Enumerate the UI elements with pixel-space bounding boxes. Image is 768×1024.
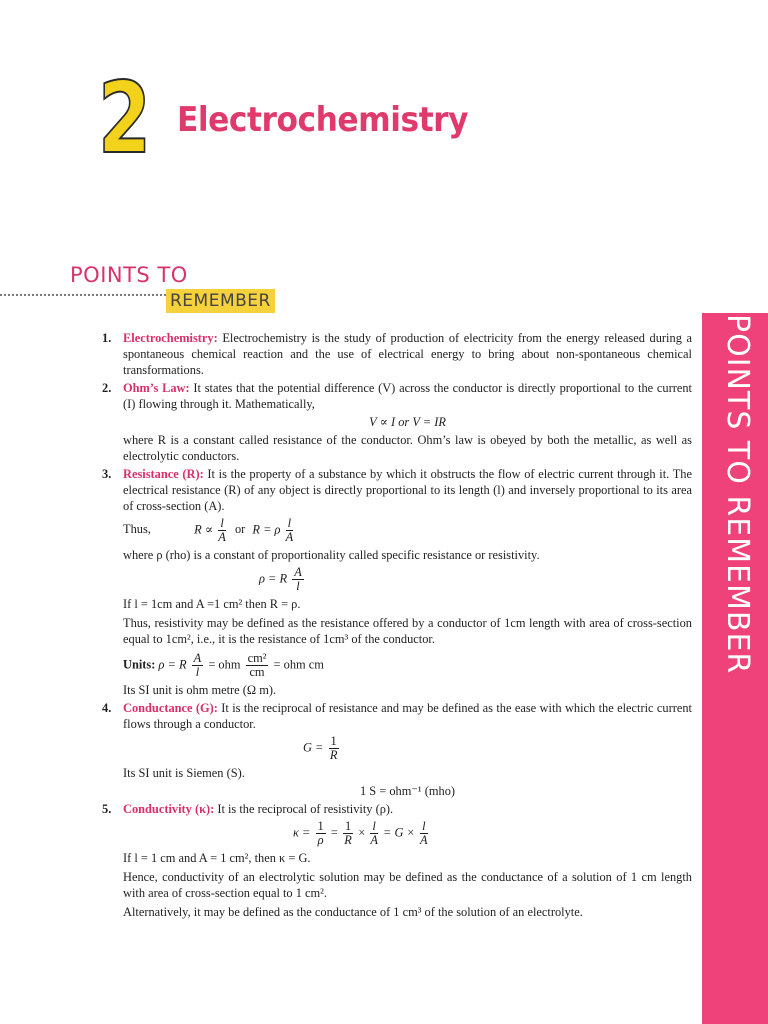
- chapter-number: 2: [98, 62, 152, 176]
- units-eq2: = ohm: [208, 657, 241, 672]
- points-heading-dots: [0, 294, 166, 296]
- item-text: Electrochemistry is the study of production of electricity from the energy released during a spontaneous chemical reaction and the use of electrical energy to bring about non-spontaneous chemical transformations.: [123, 331, 692, 377]
- points-content: [102, 330, 692, 922]
- point-ohms-law: [102, 380, 692, 464]
- item-text: It states that the potential difference (V) across the conductor is directly proportional to the current (I) flowing through it. Mathematically,: [123, 381, 692, 411]
- conductivity-formula: [293, 820, 692, 847]
- denominator: A: [370, 833, 378, 847]
- rho-formula: [259, 566, 692, 593]
- or-word: or: [234, 522, 246, 537]
- resistivity-definition: Thus, resistivity may be defined as the resistance offered by a conductor of 1cm length with area of cross-section equal to 1cm², i.e., it is the resistance of 1cm³ of the conductor.: [123, 616, 692, 646]
- denominator: ρ: [317, 833, 324, 847]
- item-text-after: where R is a constant called resistance of the conductor. Ohm’s law is obeyed by both the metallic, as well as electrolytic conductors.: [123, 433, 692, 463]
- numerator: 1: [330, 734, 337, 748]
- denominator: R: [344, 833, 352, 847]
- item-text: It is the property of a substance by which it obstructs the flow of electric current through it. The electrical resistance (R) of any object is directly proportional to its length (l) and inversely proportional to its area of cross-section (A).: [123, 467, 692, 513]
- equals: =: [330, 825, 338, 840]
- numerator: l: [370, 820, 378, 834]
- units-eq3: = ohm cm: [273, 657, 324, 672]
- term-label: Ohm’s Law:: [123, 381, 190, 395]
- denominator: cm: [249, 665, 265, 679]
- numerator: A: [294, 565, 302, 579]
- points-heading-line2: REMEMBER: [166, 289, 275, 313]
- item-number: 4.: [102, 701, 112, 715]
- fraction-a-over-l: [192, 652, 204, 679]
- denominator: R: [329, 748, 338, 762]
- fraction-l-over-a: [286, 517, 294, 544]
- fraction-l-over-a: [218, 517, 226, 544]
- si-unit: Its SI unit is ohm metre (Ω m).: [123, 683, 277, 697]
- units-eq1: ρ = R: [158, 657, 187, 672]
- item-number: 3.: [102, 467, 112, 481]
- numerator: 1: [317, 819, 324, 833]
- term-label: Resistance (R):: [123, 467, 204, 481]
- g-times: = G ×: [383, 825, 415, 840]
- ohms-law-formula: V ∝ I or V = IR: [369, 415, 446, 429]
- numerator: A: [193, 651, 202, 665]
- fraction-l-over-a: [420, 820, 428, 847]
- si-unit: Its SI unit is Siemen (S).: [123, 766, 245, 780]
- term-label: Conductance (G):: [123, 701, 218, 715]
- siemen-formula: 1 S = ohm⁻¹ (mho): [359, 784, 456, 798]
- denominator: A: [285, 530, 294, 544]
- if-line: If l = 1 cm and A = 1 cm², then κ = G.: [123, 851, 311, 865]
- rho-definition: where ρ (rho) is a constant of proportionality called specific resistance or resistivity.: [123, 548, 540, 562]
- r-eq: R = ρ: [252, 522, 281, 537]
- if-line: If l = 1cm and A =1 cm² then R = ρ.: [123, 597, 301, 611]
- chapter-title: Electrochemistry: [177, 100, 469, 140]
- fraction-l-over-a: [370, 820, 378, 847]
- point-electrochemistry: [102, 330, 692, 378]
- hence-text: Hence, conductivity of an electrolytic solution may be defined as the conductance of a solution of 1 cm length with area of cross-section equal to 1 cm².: [123, 870, 692, 900]
- numerator: 1: [344, 819, 352, 833]
- denominator: A: [218, 530, 226, 544]
- resistance-formula: [123, 517, 692, 544]
- fraction-cm2-over-cm: [246, 652, 269, 679]
- fraction-a-over-l: [292, 566, 304, 593]
- points-heading-line1: POINTS TO: [70, 263, 188, 287]
- item-number: 5.: [102, 802, 112, 816]
- item-number: 2.: [102, 381, 112, 395]
- thus-label: Thus,: [123, 522, 151, 537]
- alternative-text: Alternatively, it may be defined as the conductance of 1 cm³ of the solution of an electrolyte.: [123, 905, 583, 919]
- term-label: Electrochemistry:: [123, 331, 218, 345]
- denominator: A: [420, 833, 428, 847]
- times: ×: [358, 825, 366, 840]
- point-conductivity: [102, 801, 692, 920]
- item-text: It is the reciprocal of resistivity (ρ).: [217, 802, 394, 816]
- numerator: l: [286, 517, 294, 531]
- term-label: Conductivity (κ):: [123, 802, 215, 816]
- units-label: Units:: [123, 657, 156, 672]
- numerator: l: [218, 517, 226, 531]
- item-number: 1.: [102, 331, 112, 345]
- denominator: l: [195, 665, 200, 679]
- conductance-formula: [303, 735, 692, 762]
- g-eq: G =: [303, 740, 324, 755]
- numerator: cm²: [247, 651, 267, 665]
- point-resistance: [102, 466, 692, 698]
- rho-eq: ρ = R: [259, 571, 288, 586]
- numerator: l: [420, 820, 428, 834]
- fraction-1-over-r: [343, 820, 353, 847]
- kappa-eq: κ =: [293, 825, 311, 840]
- side-label: POINTS TO REMEMBER: [720, 314, 755, 675]
- r-prop: R ∝: [194, 522, 214, 537]
- fraction-1-over-r: [329, 735, 339, 762]
- denominator: l: [296, 579, 300, 593]
- fraction-1-over-rho: [316, 820, 326, 847]
- item-text: It is the reciprocal of resistance and may be defined as the ease with which the electric current flows through a conductor.: [123, 701, 692, 731]
- units-formula: [123, 652, 692, 679]
- point-conductance: [102, 700, 692, 799]
